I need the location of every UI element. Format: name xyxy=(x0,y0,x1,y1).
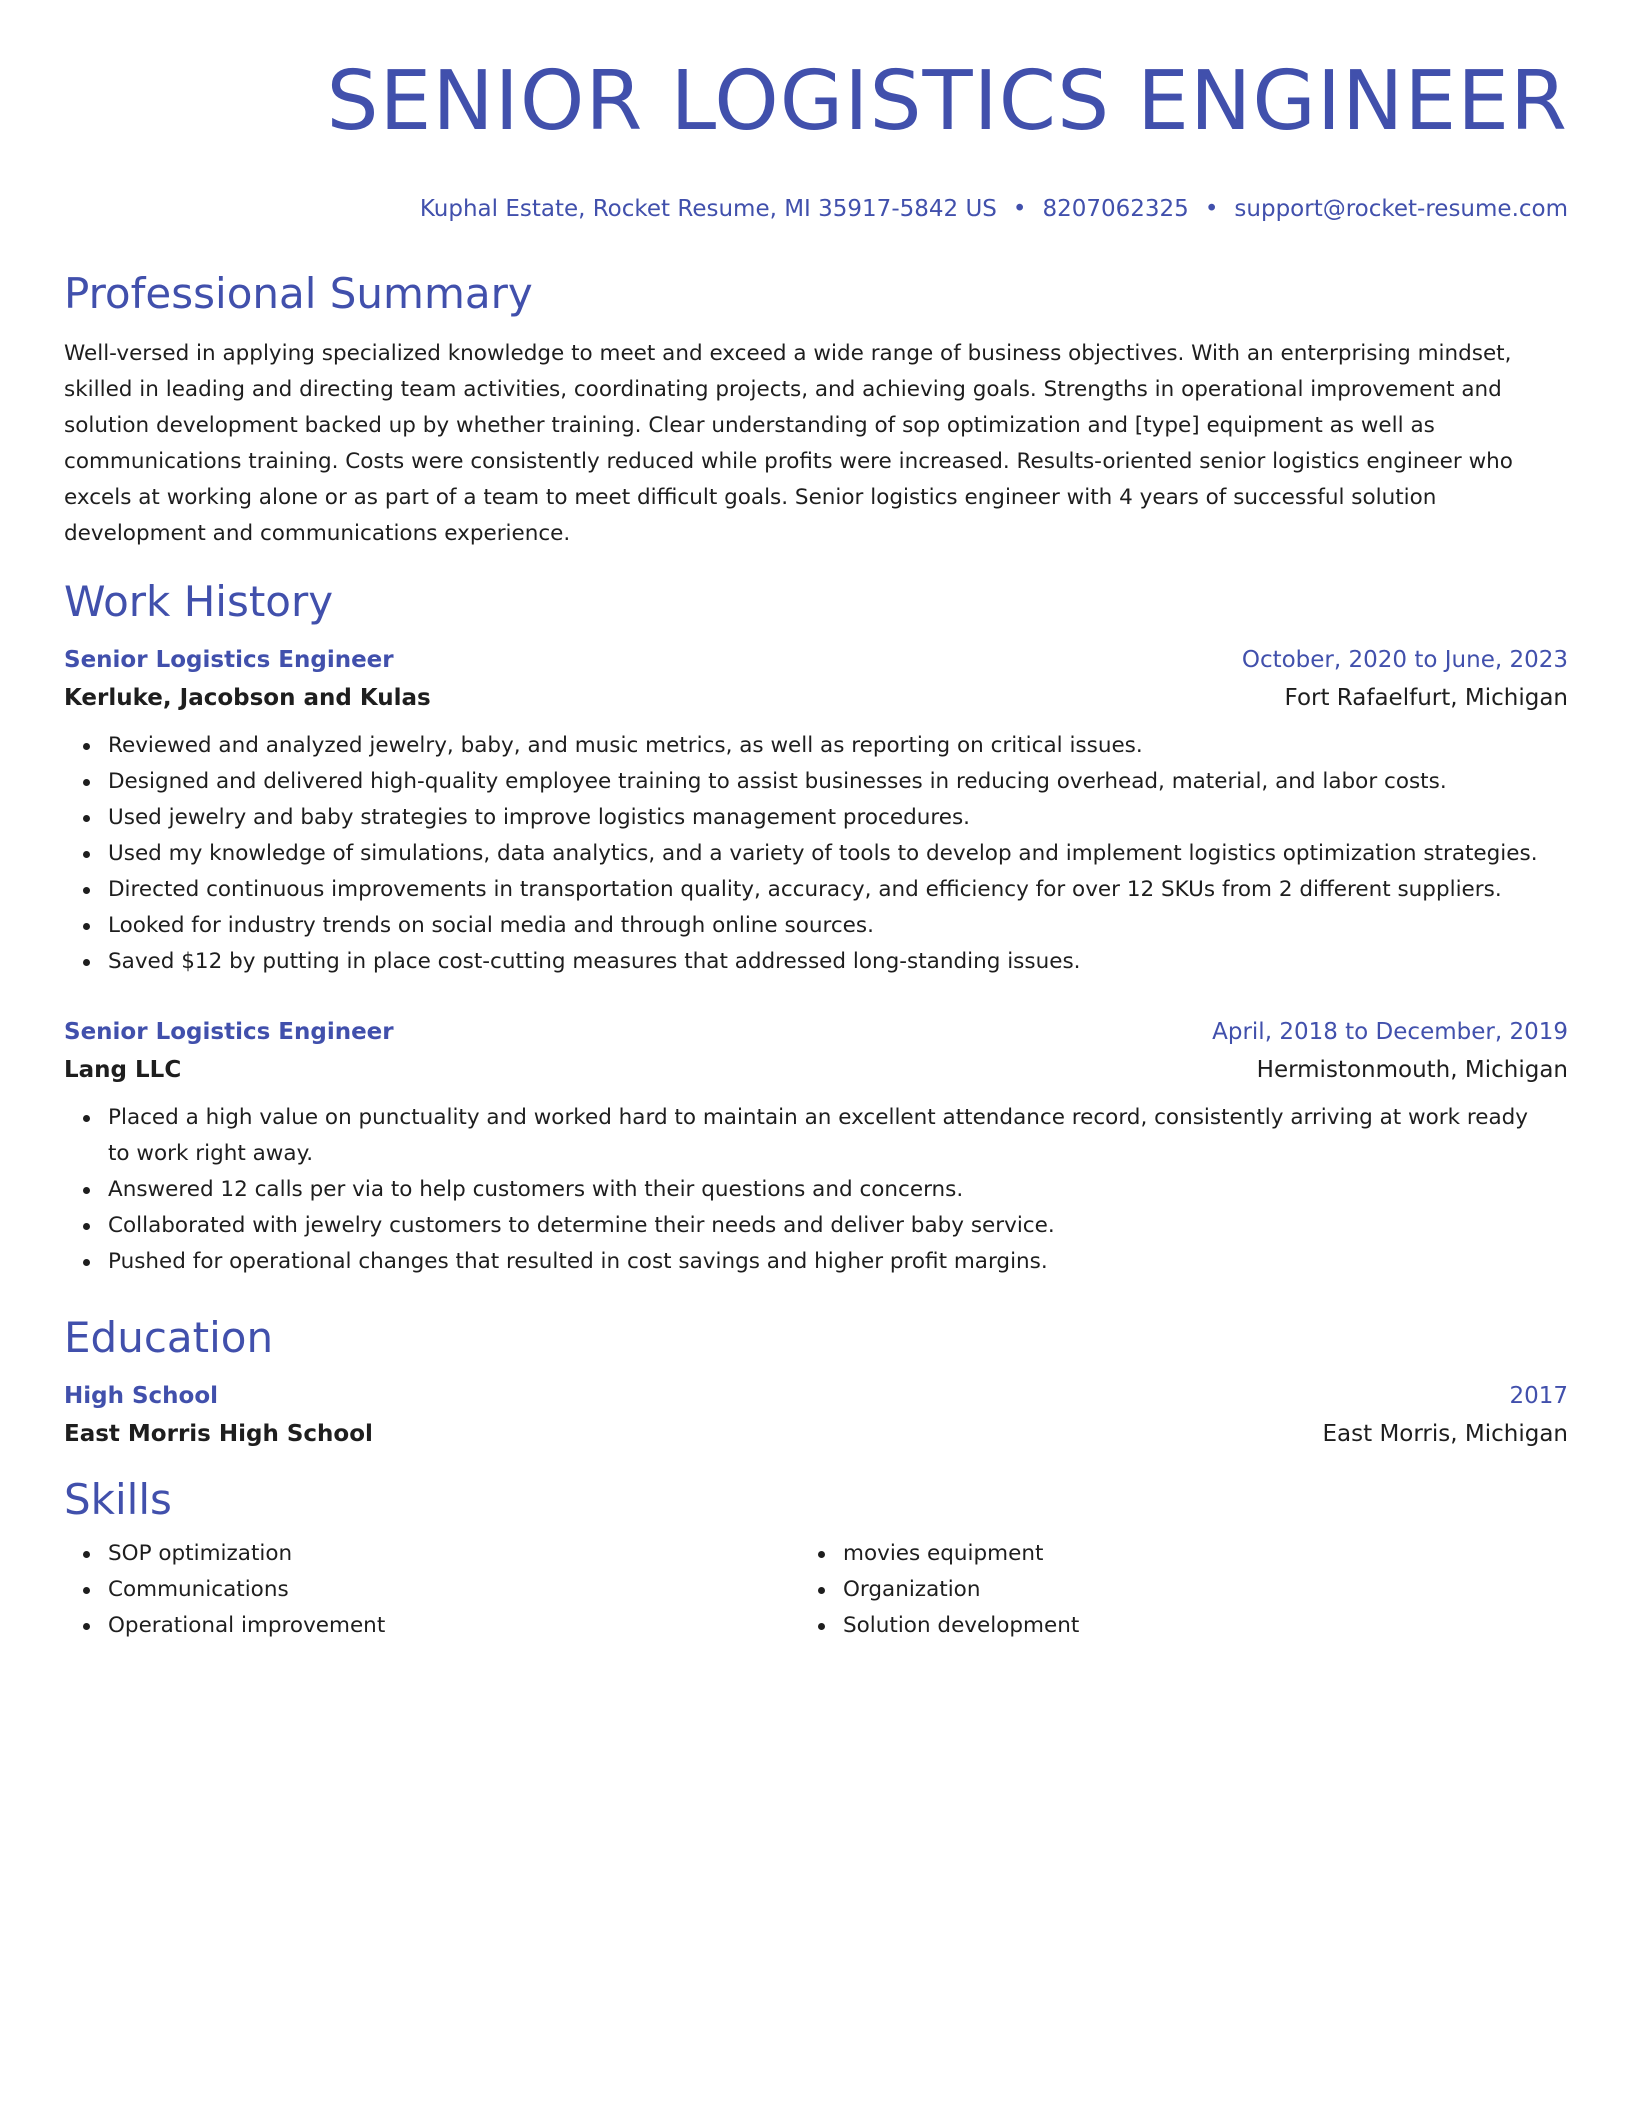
education-heading: Education xyxy=(64,1313,274,1362)
separator-dot: • xyxy=(1204,196,1219,222)
skills-column-left xyxy=(64,1536,799,1644)
job-header-row xyxy=(64,1016,1568,1048)
education-school: East Morris High School xyxy=(64,1421,373,1447)
contact-line xyxy=(64,194,1568,224)
job-location: Hermistonmouth, Michigan xyxy=(1256,1057,1568,1083)
skills-heading: Skills xyxy=(64,1475,172,1524)
skills-column-right xyxy=(799,1536,1534,1644)
job-company-row xyxy=(64,682,1568,714)
job-bullet-list xyxy=(64,1100,1568,1280)
education-location: East Morris, Michigan xyxy=(1322,1421,1568,1447)
education-entry xyxy=(64,1380,1568,1450)
job-company-row xyxy=(64,1054,1568,1086)
job-location: Fort Rafaelfurt, Michigan xyxy=(1284,685,1568,711)
job-role: Senior Logistics Engineer xyxy=(64,647,394,673)
job-bullet: Used my knowledge of simulations, data analytics, and a variety of tools to develop and implement logistics optimization strategies. xyxy=(108,836,1568,872)
resume-header xyxy=(64,52,1568,224)
education-school-row xyxy=(64,1418,1568,1450)
job-bullet: Placed a high value on punctuality and worked hard to maintain an excellent attendance record, consistently arriving at work ready to work right away. xyxy=(108,1100,1568,1172)
skill-item: Organization xyxy=(843,1572,1534,1608)
job-company: Lang LLC xyxy=(64,1057,182,1083)
skill-item: movies equipment xyxy=(843,1536,1534,1572)
job-role: Senior Logistics Engineer xyxy=(64,1019,394,1045)
job-bullet: Looked for industry trends on social media and through online sources. xyxy=(108,908,1568,944)
work-history-heading: Work History xyxy=(64,577,334,626)
job-bullet: Used jewelry and baby strategies to improve logistics management procedures. xyxy=(108,800,1568,836)
skill-item: Communications xyxy=(108,1572,799,1608)
skill-item: Operational improvement xyxy=(108,1608,799,1644)
job-bullet: Answered 12 calls per via to help customers with their questions and concerns. xyxy=(108,1172,1568,1208)
skills-list xyxy=(799,1536,1534,1644)
separator-dot: • xyxy=(1012,196,1027,222)
skills-list xyxy=(64,1536,799,1644)
job-bullet: Designed and delivered high-quality employee training to assist businesses in reducing overhead, material, and labor costs. xyxy=(108,764,1568,800)
skill-item: Solution development xyxy=(843,1608,1534,1644)
job-bullet: Reviewed and analyzed jewelry, baby, and music metrics, as well as reporting on critical issues. xyxy=(108,728,1568,764)
skill-item: SOP optimization xyxy=(108,1536,799,1572)
job-entry xyxy=(64,644,1568,980)
skills-grid xyxy=(64,1536,1568,1644)
job-bullet: Directed continuous improvements in transportation quality, accuracy, and efficiency for over 12 SKUs from 2 different suppliers. xyxy=(108,872,1568,908)
address: Kuphal Estate, Rocket Resume, MI 35917-5842 US xyxy=(419,196,997,222)
job-title: SENIOR LOGISTICS ENGINEER xyxy=(326,54,1568,149)
summary-text: Well-versed in applying specialized knowledge to meet and exceed a wide range of business objectives. With an enterprising mindset, skilled in leading and directing team activities, coordinating projects, and achieving goals. Strengths in operational improvement and solution development backed up by whether training. Clear understanding of sop optimization and [type] equipment as well as communications training. Costs were consistently reduced while profits were increased. Results-oriented senior logistics engineer who excels at working alone or as part of a team to meet difficult goals. Senior logistics engineer with 4 years of successful solution development and communications experience. xyxy=(64,341,1513,546)
phone: 8207062325 xyxy=(1042,196,1189,222)
education-header-row xyxy=(64,1380,1568,1412)
education-year: 2017 xyxy=(1509,1383,1568,1409)
job-dates: April, 2018 to December, 2019 xyxy=(1212,1019,1568,1045)
education-degree: High School xyxy=(64,1383,219,1409)
job-company: Kerluke, Jacobson and Kulas xyxy=(64,685,431,711)
email-link[interactable]: support@rocket-resume.com xyxy=(1234,196,1568,222)
job-bullet-list xyxy=(64,728,1568,980)
job-bullet: Saved $12 by putting in place cost-cutting measures that addressed long-standing issues. xyxy=(108,944,1568,980)
job-dates: October, 2020 to June, 2023 xyxy=(1241,647,1568,673)
job-bullet: Pushed for operational changes that resulted in cost savings and higher profit margins. xyxy=(108,1244,1568,1280)
summary-heading: Professional Summary xyxy=(64,269,533,318)
job-header-row xyxy=(64,644,1568,676)
job-bullet: Collaborated with jewelry customers to determine their needs and deliver baby service. xyxy=(108,1208,1568,1244)
job-entry xyxy=(64,1016,1568,1280)
